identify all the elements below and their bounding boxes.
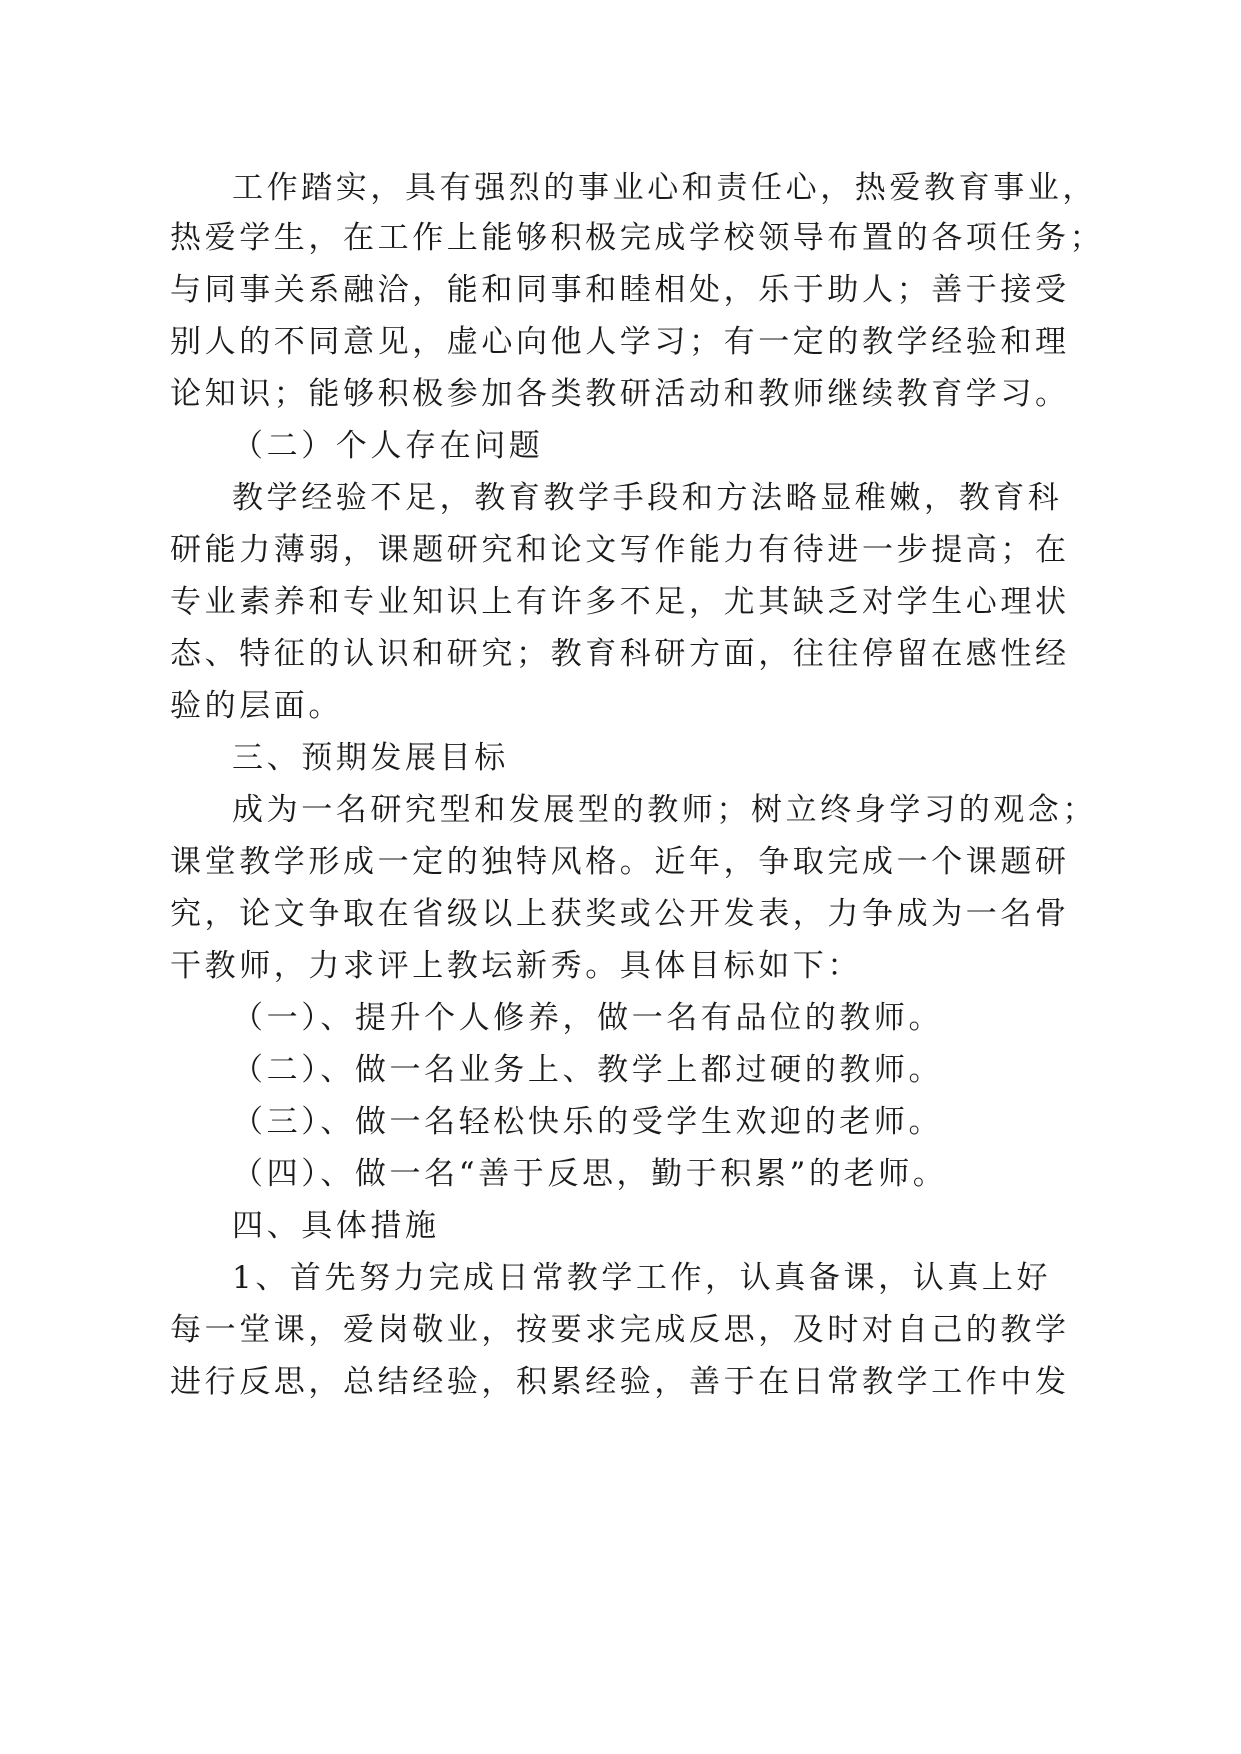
paragraph-line: 态、特征的认识和研究；教育科研方面，往往停留在感性经 xyxy=(170,636,1070,672)
list-item: （一）、提升个人修养，做一名有品位的教师。 xyxy=(232,1000,944,1036)
paragraph-line: 成为一名研究型和发展型的教师；树立终身学习的观念； xyxy=(232,792,1097,828)
paragraph-line: 与同事关系融洽，能和同事和睦相处，乐于助人；善于接受 xyxy=(170,272,1070,308)
section-heading: （二）个人存在问题 xyxy=(232,428,544,464)
paragraph-line: 专业素养和专业知识上有许多不足，尤其缺乏对学生心理状 xyxy=(170,584,1070,620)
paragraph-line: 1、首先努力完成日常教学工作，认真备课，认真上好 xyxy=(232,1260,1052,1296)
section-heading: 四、具体措施 xyxy=(232,1208,440,1244)
paragraph-line: 验的层面。 xyxy=(170,688,343,724)
paragraph-line: 别人的不同意见，虚心向他人学习；有一定的教学经验和理 xyxy=(170,324,1070,360)
paragraph-line: 教学经验不足，教育教学手段和方法略显稚嫩，教育科 xyxy=(232,480,1063,516)
section-heading: 三、预期发展目标 xyxy=(232,740,509,776)
paragraph-line: 究，论文争取在省级以上获奖或公开发表，力争成为一名骨 xyxy=(170,896,1070,932)
paragraph-line: 课堂教学形成一定的独特风格。近年，争取完成一个课题研 xyxy=(170,844,1070,880)
paragraph-line: 论知识；能够积极参加各类教研活动和教师继续教育学习。 xyxy=(170,376,1070,412)
paragraph-line: 干教师，力求评上教坛新秀。具体目标如下： xyxy=(170,948,862,984)
paragraph-line: 研能力薄弱，课题研究和论文写作能力有待进一步提高；在 xyxy=(170,532,1070,568)
paragraph-line: 工作踏实，具有强烈的事业心和责任心，热爱教育事业， xyxy=(232,170,1097,206)
paragraph-line: 热爱学生，在工作上能够积极完成学校领导布置的各项任务； xyxy=(170,220,1105,256)
list-item: （三）、做一名轻松快乐的受学生欢迎的老师。 xyxy=(232,1104,944,1140)
list-item: （四）、做一名“善于反思，勤于积累”的老师。 xyxy=(232,1156,948,1192)
list-item: （二）、做一名业务上、教学上都过硬的教师。 xyxy=(232,1052,944,1088)
paragraph-line: 每一堂课，爱岗敬业，按要求完成反思，及时对自己的教学 xyxy=(170,1312,1070,1348)
paragraph-line: 进行反思，总结经验，积累经验，善于在日常教学工作中发 xyxy=(170,1364,1070,1400)
